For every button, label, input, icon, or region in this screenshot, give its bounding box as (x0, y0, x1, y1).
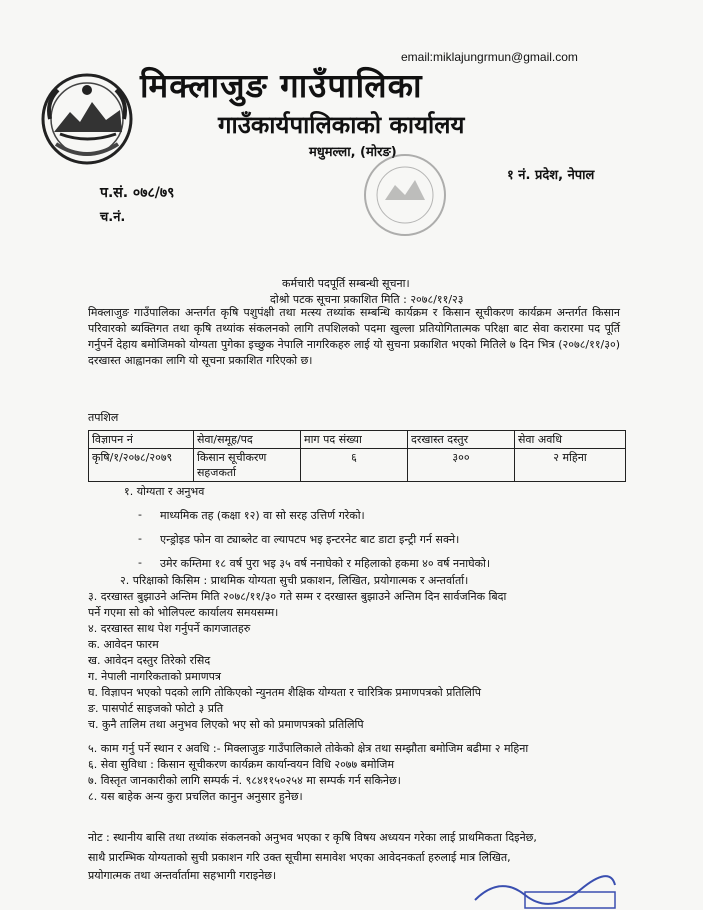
other-terms: ८. यस बाहेक अन्य कुरा प्रचलित कानुन अनुसार हुनेछ। (88, 790, 303, 803)
publication-date: दोश्रो पटक सूचना प्रकाशित मिति : २०७८/११/२३ (270, 293, 464, 306)
email-address: email:miklajungrmun@gmail.com (401, 50, 578, 64)
notice-subject: कर्मचारी पदपूर्ति सम्बन्धी सूचना। (282, 277, 410, 290)
note-line-3: प्रयोगात्मक तथा अन्तर्वार्तामा सहभागी गराइनेछ। (88, 869, 277, 882)
municipality-title: मिक्लाजुङ गाउँपालिका (140, 66, 423, 105)
deadline-line-1: ३. दरखास्त बुझाउने अन्तिम मिति २०७८/११/३० गते सम्म र दरखास्त बुझाउने अन्तिम दिन सार्वजनिक बिदा (88, 590, 507, 603)
qualification-heading: १. योग्यता र अनुभव (124, 485, 205, 498)
table-header: माग पद संख्या (301, 431, 408, 449)
document-item: ङ. पासपोर्ट साइजको फोटो ३ प्रति (88, 702, 224, 715)
reference-number: प.सं. ०७८/७९ (100, 185, 175, 201)
document-item: घ. विज्ञापन भएको पदको लागि तोकिएको न्युनतम शैक्षिक योग्यता र चारित्रिक प्रमाणपत्रको प्रतिलिपि (88, 686, 481, 699)
office-address: मधुमल्ला, (मोरङ) (309, 145, 397, 160)
vacancy-table (88, 430, 626, 482)
office-title: गाउँकार्यपालिकाको कार्यालय (218, 111, 465, 139)
contact-info: ७. विस्तृत जानकारीको लागि सम्पर्क नं. ९८४११५०२५४ मा सम्पर्क गर्न सकिनेछ। (88, 774, 401, 787)
exam-type: २. परिक्षाको किसिम : प्राथमिक योग्यता सुची प्रकाशन, लिखित, प्रयोगात्मक र अन्तर्वार्ता। (120, 574, 469, 587)
details-caption: तपशिल (88, 411, 119, 424)
qualification-item: उमेर कम्तिमा १८ वर्ष पुरा भइ ३५ वर्ष ननाघेको र महिलाको हकमा ४० वर्ष ननाघेको। (160, 557, 491, 570)
document-item: ख. आवेदन दस्तुर तिरेको रसिद (88, 654, 211, 667)
table-header: सेवा अवधि (515, 431, 626, 449)
notice-body: मिक्लाजुङ गाउँपालिका अन्तर्गत कृषि पशुपंक्षी तथा मत्स्य तथ्यांक सम्बन्धि कार्यक्रम र किसान सूचीकरण कार्यक्रम अन्तर्गत किसान परिवारको ब्यक्तिगत तथा कृषि तथ्यांक संकलनको लागि तपशिलको पदमा खुल्ला प्रतियोगितात्मक परिक्षा बाट सेवा करारमा पद पूर्ति गर्नुपर्ने देहाय बमोजिमको योग्यता पुगेका इच्छुक नेपालि नागरिकहरु लाई यो सुचना प्रकाशित भएको मितिले ७ दिन भित्र (२०७८/११/३०) दरखास्त आह्वानका लागि यो सूचना प्रकाशित गरिएको छ। (88, 306, 620, 367)
table-row (89, 449, 626, 482)
table-header-row (89, 431, 626, 449)
note-line-2: साथै प्रारम्भिक योग्यताको सुची प्रकाशन गरि उक्त सूचीमा समावेश भएका आवेदनकर्ता हरुलाई मात्र लिखित, (88, 851, 511, 864)
table-header: विज्ञापन नं (89, 431, 194, 449)
table-cell: ६ (301, 449, 408, 482)
province-label: १ नं. प्रदेश, नेपाल (507, 168, 595, 183)
table-header: दरखास्त दस्तुर (408, 431, 515, 449)
bullet-icon: - (138, 532, 142, 545)
service-facility: ६. सेवा सुविधा : किसान सूचीकरण कार्यक्रम कार्यान्वयन विधि २०७७ बमोजिम (88, 758, 395, 771)
table-cell: २ महिना (515, 449, 626, 482)
office-seal-icon (360, 150, 450, 240)
dispatch-number: च.नं. (100, 210, 126, 225)
document-item: क. आवेदन फारम (88, 638, 159, 651)
deadline-line-2: पर्ने गएमा सो को भोलिपल्ट कार्यालय समयसम्म। (88, 606, 279, 619)
qualification-item: एन्ड्रोइड फोन वा ट्याब्लेट वा ल्यापटप भइ इन्टरनेट बाट डाटा इन्ट्री गर्न सक्ने। (160, 533, 460, 546)
bullet-icon: - (138, 556, 142, 569)
table-cell: किसान सूचीकरण सहजकर्ता (194, 449, 301, 482)
table-cell: कृषि/१/२०७८/२०७९ (89, 449, 194, 482)
signature-stamp-icon (470, 870, 620, 910)
table-header: सेवा/समूह/पद (194, 431, 301, 449)
document-item: ग. नेपाली नागरिकताको प्रमाणपत्र (88, 670, 222, 683)
qualification-item: माध्यमिक तह (कक्षा १२) वा सो सरह उत्तिर्ण गरेको। (160, 509, 365, 522)
document-item: च. कुनै तालिम तथा अनुभव लिएको भए सो को प्रमाणपत्रको प्रतिलिपि (88, 718, 364, 731)
work-place: ५. काम गर्नु पर्ने स्थान र अवधि :- मिक्लाजुङ गाउँपालिकाले तोकेको क्षेत्र तथा सम्झौता बमोजिम बढीमा २ महिना (88, 742, 529, 755)
bullet-icon: - (138, 508, 142, 521)
table-cell: ३०० (408, 449, 515, 482)
note-line-1: नोट : स्थानीय बासि तथा तथ्यांक संकलनको अनुभव भएका र कृषि विषय अध्ययन गरेका लाई प्राथमिकता दिइनेछ, (88, 831, 537, 844)
documents-heading: ४. दरखास्त साथ पेश गर्नुपर्ने कागजातहरु (88, 622, 251, 635)
nepal-emblem-icon (40, 72, 134, 166)
